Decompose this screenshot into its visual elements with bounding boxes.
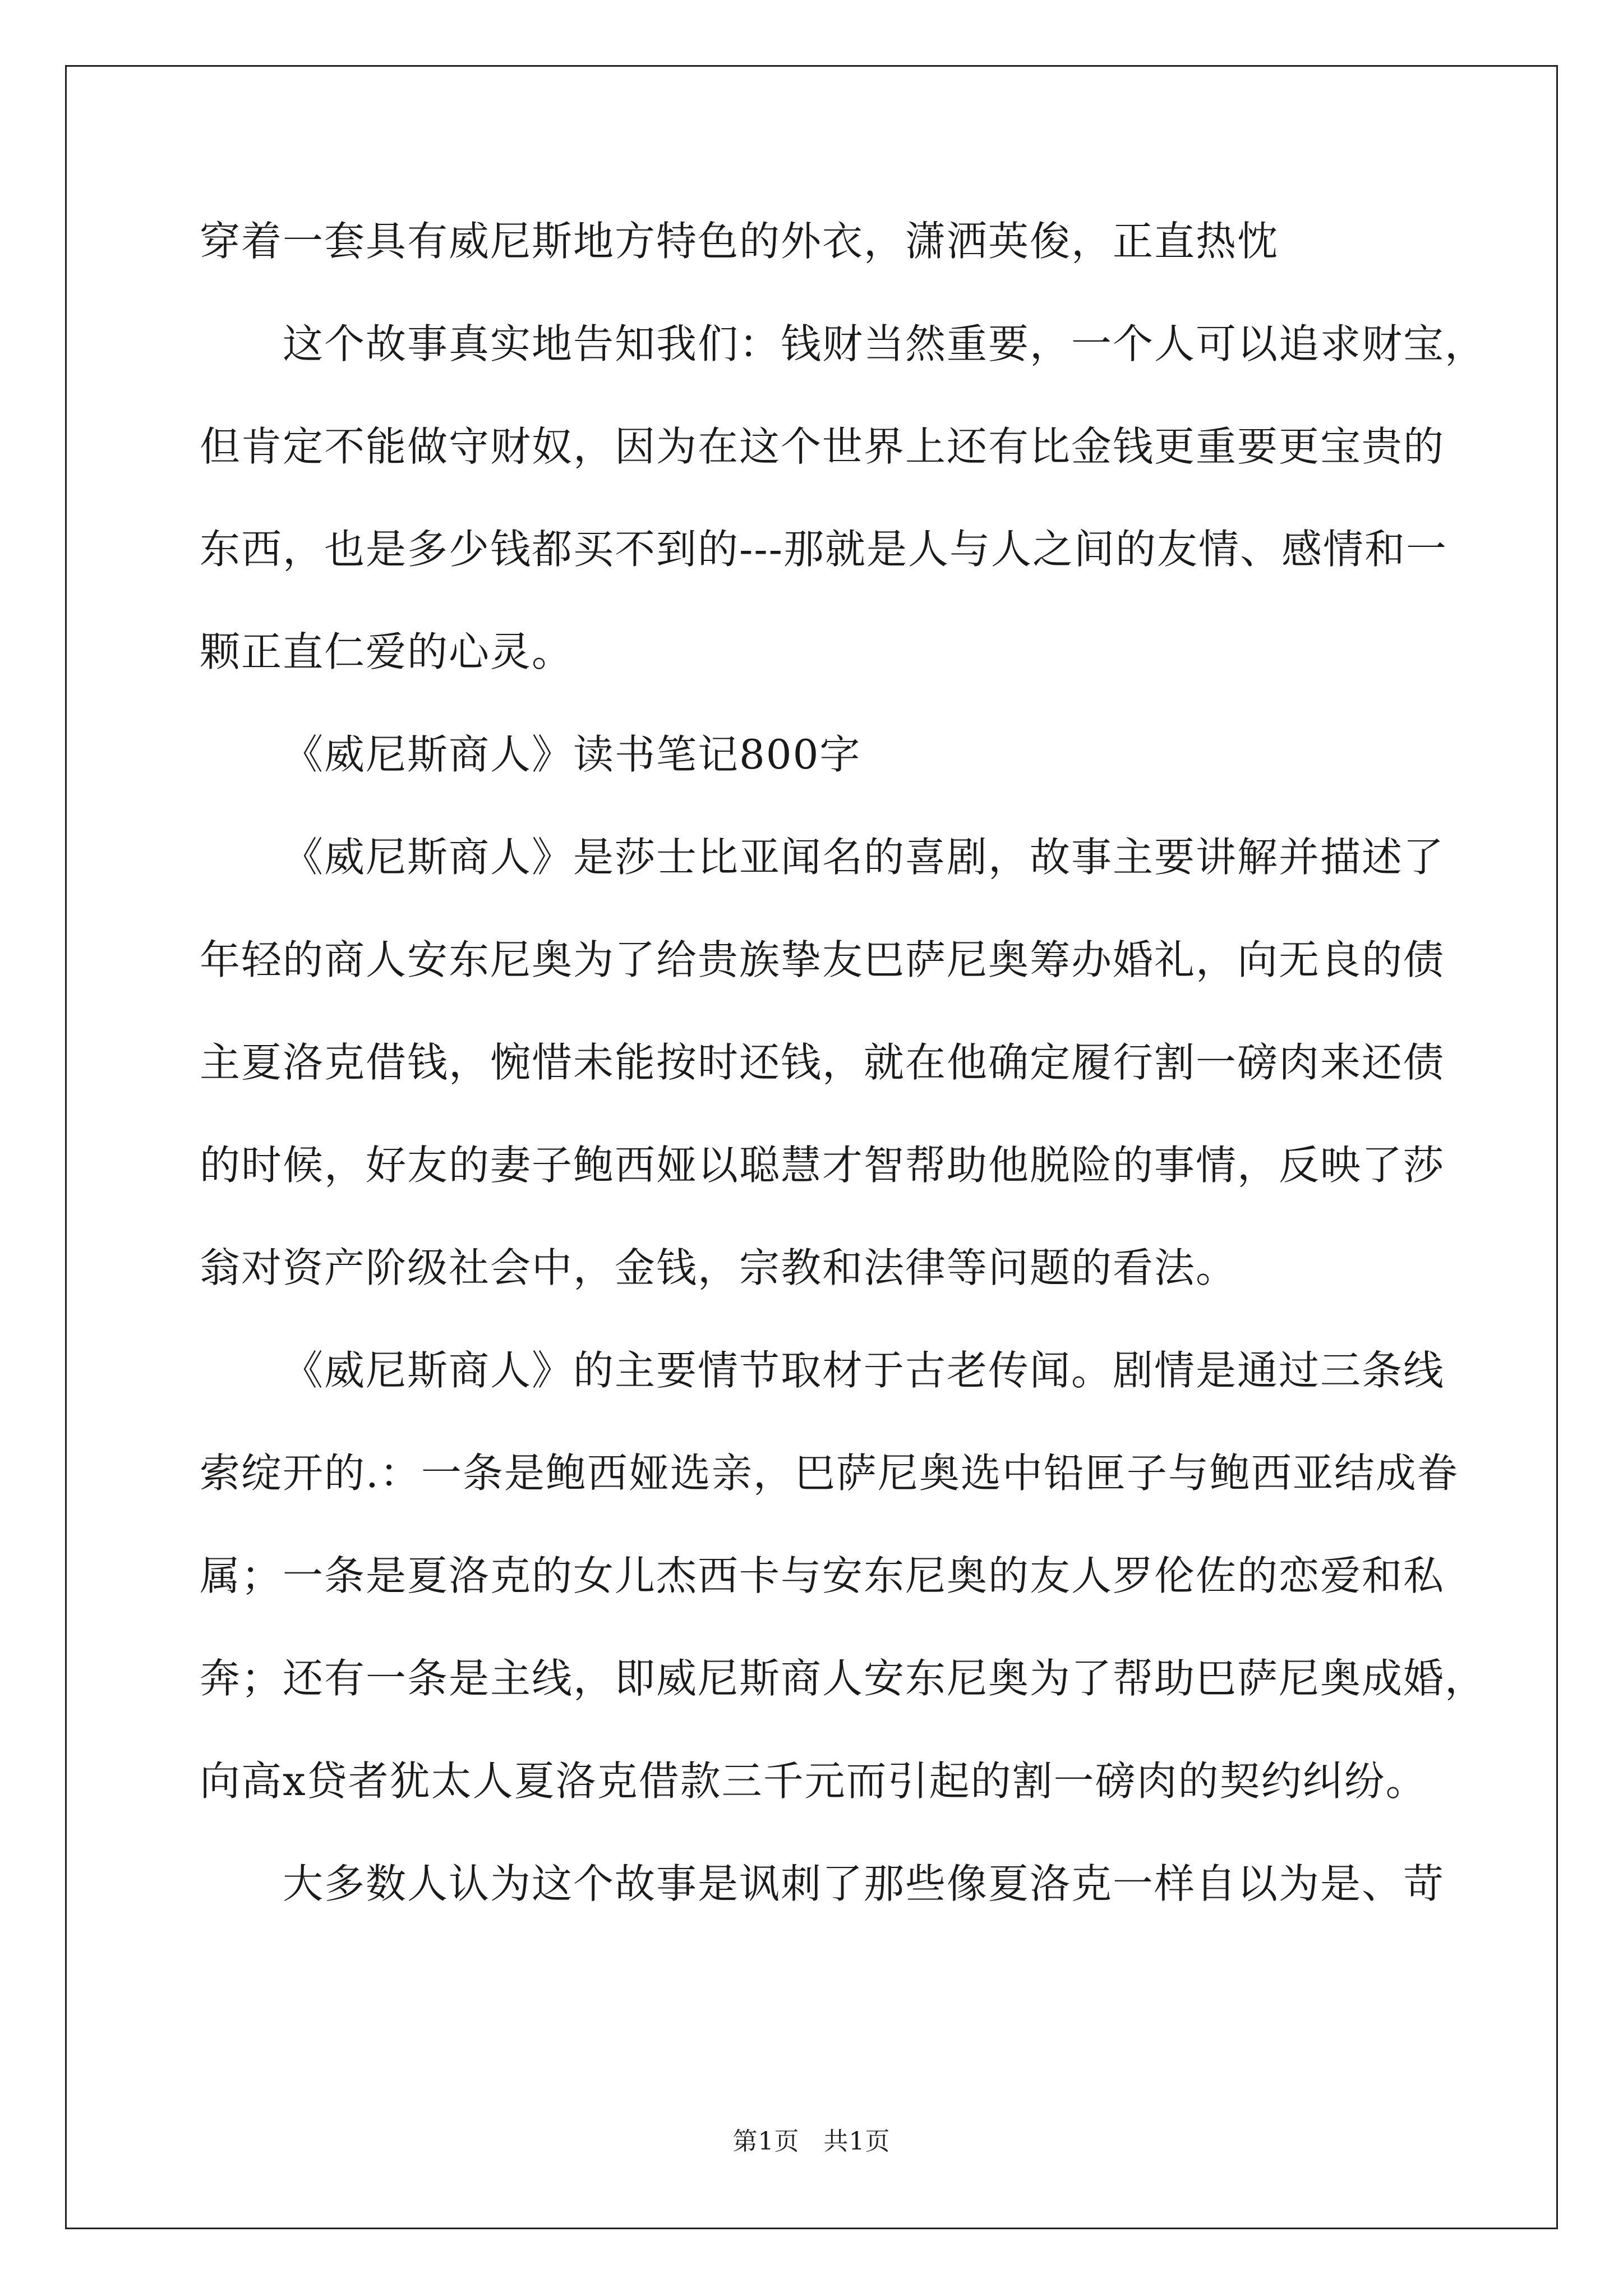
text-line: 翁对资产阶级社会中，金钱，宗教和法律等问题的看法。 (200, 1244, 1238, 1291)
page-footer (0, 2125, 1623, 2159)
text-line: 的时候，好友的妻子鲍西娅以聪慧才智帮助他脱险的事情，反映了莎 (200, 1142, 1445, 1189)
page-number: 第1页 (732, 2127, 800, 2156)
paragraph-start: 《威尼斯商人》是莎士比亚闻名的喜剧，故事主要讲解并描述了 (283, 834, 1445, 881)
paragraph-start: 《威尼斯商人》的主要情节取材于古老传闻。剧情是通过三条线 (283, 1347, 1445, 1394)
section-heading: 《威尼斯商人》读书笔记800字 (283, 731, 861, 778)
text-line: 东西，也是多少钱都买不到的---那就是人与人之间的友情、感情和一 (200, 526, 1447, 573)
text-line: 奔；还有一条是主线，即威尼斯商人安东尼奥为了帮助巴萨尼奥成婚， (200, 1655, 1487, 1702)
text-line: 属；一条是夏洛克的女儿杰西卡与安东尼奥的友人罗伦佐的恋爱和私 (200, 1552, 1445, 1599)
page-total: 共1页 (823, 2127, 891, 2156)
paragraph-start: 这个故事真实地告知我们：钱财当然重要，一个人可以追求财宝， (283, 320, 1487, 367)
text-line: 向高x贷者犹太人夏洛克借款三千元而引起的割一磅肉的契约纠纷。 (200, 1757, 1427, 1805)
text-line: 年轻的商人安东尼奥为了给贵族挚友巴萨尼奥筹办婚礼，向无良的债 (200, 936, 1445, 983)
paragraph-start: 大多数人认为这个故事是讽刺了那些像夏洛克一样自以为是、苛 (283, 1860, 1445, 1907)
text-line: 颗正直仁爱的心灵。 (200, 628, 574, 675)
text-line: 索绽开的.：一条是鲍西娅选亲，巴萨尼奥选中铅匣子与鲍西亚结成眷 (200, 1450, 1459, 1497)
text-line: 主夏洛克借钱，惋惜未能按时还钱，就在他确定履行割一磅肉来还债 (200, 1039, 1445, 1086)
text-line: 穿着一套具有威尼斯地方特色的外衣，潇洒英俊，正直热忱 (200, 218, 1279, 265)
text-line: 但肯定不能做守财奴，因为在这个世界上还有比金钱更重要更宝贵的 (200, 423, 1445, 470)
